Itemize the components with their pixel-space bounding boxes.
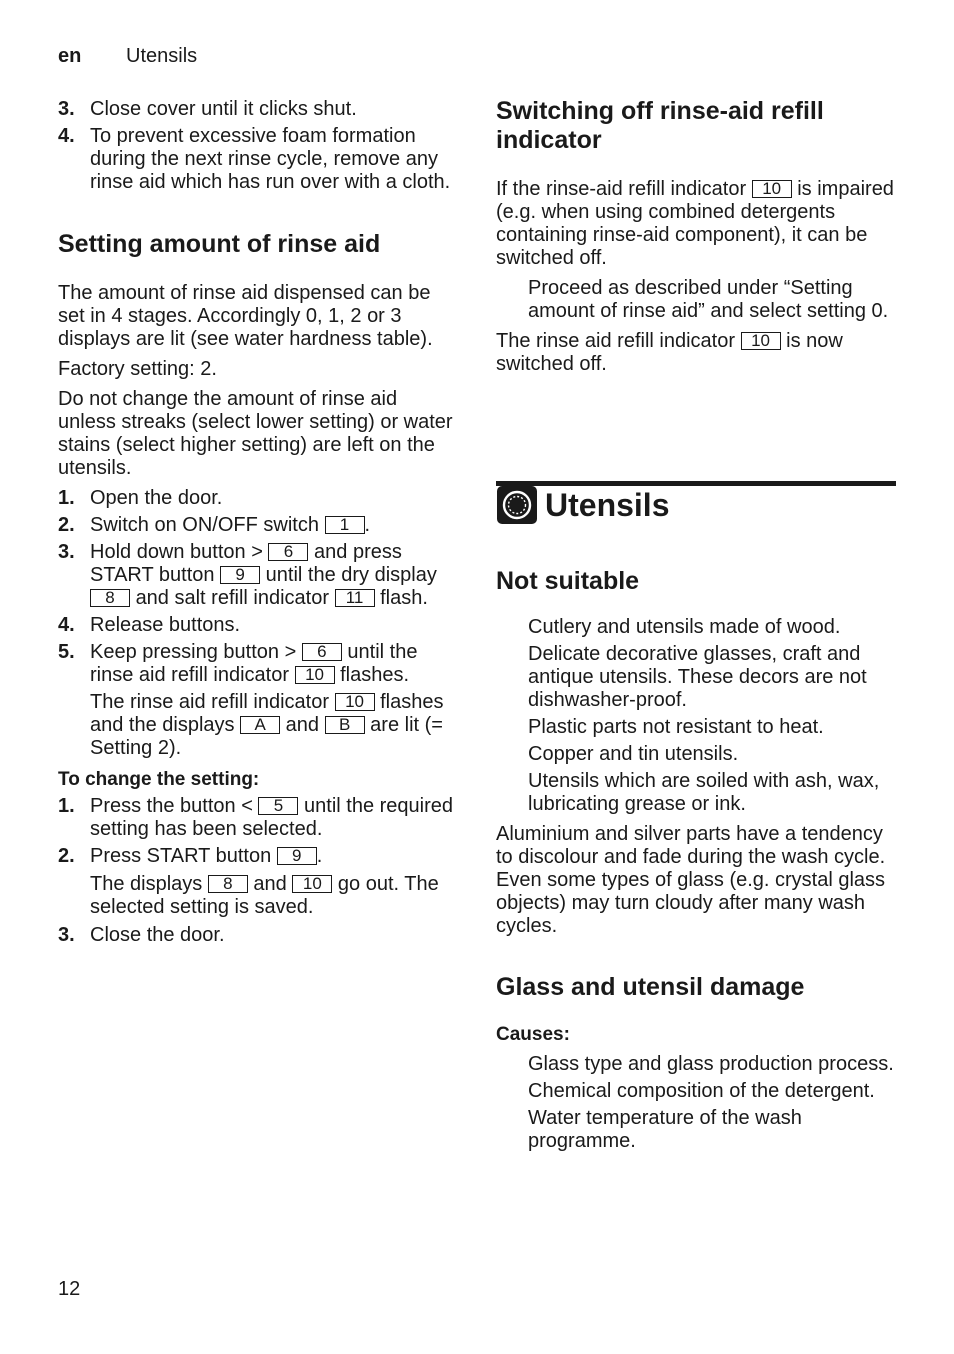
step-text: .: [364, 514, 371, 536]
control-number-box: 10: [752, 180, 792, 198]
step-text: until the rinse aid refill indicator: [90, 641, 418, 686]
chapter-title: Utensils: [545, 487, 670, 523]
control-number-box: B: [325, 716, 365, 734]
step-text: until the dry display: [265, 564, 437, 586]
control-number-box: 10: [292, 875, 332, 893]
heading-switching-off: Switching off rinse-aid refill indicator: [496, 97, 824, 154]
note-text: flashes and the displays: [90, 691, 444, 736]
control-number-box: 6: [302, 643, 342, 661]
list-item: Glass type and glass production process.: [528, 1053, 894, 1075]
control-number-box: A: [240, 716, 280, 734]
note-text: go out. The selected setting is saved.: [90, 873, 439, 918]
step-number: 3.: [58, 98, 75, 120]
label-causes: Causes:: [496, 1024, 570, 1045]
note-text: are lit (= Setting 2).: [90, 714, 443, 759]
step-number: 5.: [58, 641, 75, 663]
paragraph-text: is now switched off.: [496, 330, 843, 375]
paragraph-text: The rinse aid refill indicator: [496, 330, 735, 352]
control-number-box: 8: [208, 875, 248, 893]
control-number-box: 9: [277, 847, 317, 865]
step-number: 4.: [58, 614, 75, 636]
note-text: The displays: [90, 873, 203, 895]
heading-setting-rinse-aid: Setting amount of rinse aid: [58, 230, 381, 258]
paragraph: [496, 178, 896, 270]
step-note: [58, 873, 458, 919]
section-title: Utensils: [126, 45, 198, 67]
utensils-chapter-icon: [497, 486, 537, 524]
step-item: [58, 514, 458, 537]
step-item: [58, 487, 458, 510]
list-item: Copper and tin utensils.: [528, 743, 739, 765]
step-item: [58, 541, 458, 610]
step-text: Close cover until it clicks shut.: [90, 98, 357, 120]
paragraph-text: If the rinse-aid refill indicator: [496, 178, 747, 200]
control-number-box: 10: [295, 666, 335, 684]
step-number: 4.: [58, 125, 75, 147]
step-text: To prevent excessive foam formation during the next rinse cycle, remove any rinse aid which has run over with a cloth.: [90, 125, 451, 193]
list-item: Delicate decorative glasses, craft and antique utensils. These decors are not dishwasher-proof.: [528, 643, 867, 711]
control-number-box: 1: [325, 516, 365, 534]
step-number: 1.: [58, 795, 75, 817]
step-text: Press the button <: [90, 795, 253, 817]
paragraph-text: is impaired (e.g. when using combined detergents containing rinse-aid component), it can be switched off.: [496, 178, 894, 269]
control-number-box: 11: [335, 589, 375, 607]
paragraph: Do not change the amount of rinse aid unless streaks (select lower setting) or water stains (select higher setting) are left on the utensils.: [58, 388, 453, 479]
step-text: Hold down button >: [90, 541, 263, 563]
left-column: [58, 98, 458, 947]
step-item: [58, 845, 458, 868]
list-item: Water temperature of the wash programme.: [528, 1107, 802, 1152]
paragraph: Factory setting: 2.: [58, 358, 217, 380]
control-number-box: 10: [335, 693, 375, 711]
control-number-box: 9: [220, 566, 260, 584]
language-code: en: [58, 45, 82, 67]
step-text: Switch on ON/OFF switch: [90, 514, 319, 536]
right-column-lower: [496, 567, 896, 1153]
label-change-setting: To change the setting:: [58, 769, 260, 790]
control-number-box: 10: [741, 332, 781, 350]
list-item: Plastic parts not resistant to heat.: [528, 716, 824, 738]
instruction-item: Proceed as described under “Setting amount of rinse aid” and select setting 0.: [528, 277, 889, 322]
step-number: 2.: [58, 845, 75, 867]
step-text: and salt refill indicator: [135, 587, 329, 609]
step-number: 1.: [58, 487, 75, 509]
step-text: Release buttons.: [90, 614, 241, 636]
step-note: [58, 691, 458, 760]
step-text: Keep pressing button >: [90, 641, 297, 663]
right-column: [496, 97, 896, 376]
step-item: [58, 795, 458, 841]
step-text: and press START button: [90, 541, 402, 586]
step-text: Close the door.: [90, 924, 225, 946]
step-text: .: [316, 845, 323, 867]
paragraph: The amount of rinse aid dispensed can be set in 4 stages. Accordingly 0, 1, 2 or 3 displays are lit (see water hardness table).: [58, 282, 433, 350]
paragraph: Aluminium and silver parts have a tendency to discolour and fade during the wash cycle. Even some types of glass (e.g. crystal glass objects) may turn cloudy after many wash cycles.: [496, 823, 886, 937]
paragraph: [496, 330, 896, 376]
note-text: and: [253, 873, 287, 895]
step-number: 3.: [58, 924, 75, 946]
list-item: Utensils which are soiled with ash, wax, lubricating grease or ink.: [528, 770, 880, 815]
note-text: and: [285, 714, 320, 736]
step-item: [58, 641, 458, 687]
control-number-box: 6: [268, 543, 308, 561]
step-text: until the required setting has been selected.: [90, 795, 453, 840]
step-number: 3.: [58, 541, 75, 563]
control-number-box: 5: [258, 797, 298, 815]
note-text: The rinse aid refill indicator: [90, 691, 329, 713]
step-text: flashes.: [340, 664, 410, 686]
page-number: 12: [58, 1278, 81, 1300]
step-item: [58, 924, 458, 947]
step-item: [58, 98, 458, 121]
step-text: Open the door.: [90, 487, 223, 509]
step-item: [58, 614, 458, 637]
heading-not-suitable: Not suitable: [496, 567, 640, 595]
step-item: [58, 125, 458, 194]
step-text: Press START button: [90, 845, 272, 867]
step-text: flash.: [380, 587, 428, 609]
control-number-box: 8: [90, 589, 130, 607]
step-number: 2.: [58, 514, 75, 536]
list-item: Chemical composition of the detergent.: [528, 1080, 875, 1102]
heading-glass-damage: Glass and utensil damage: [496, 973, 805, 1001]
list-item: Cutlery and utensils made of wood.: [528, 616, 841, 638]
